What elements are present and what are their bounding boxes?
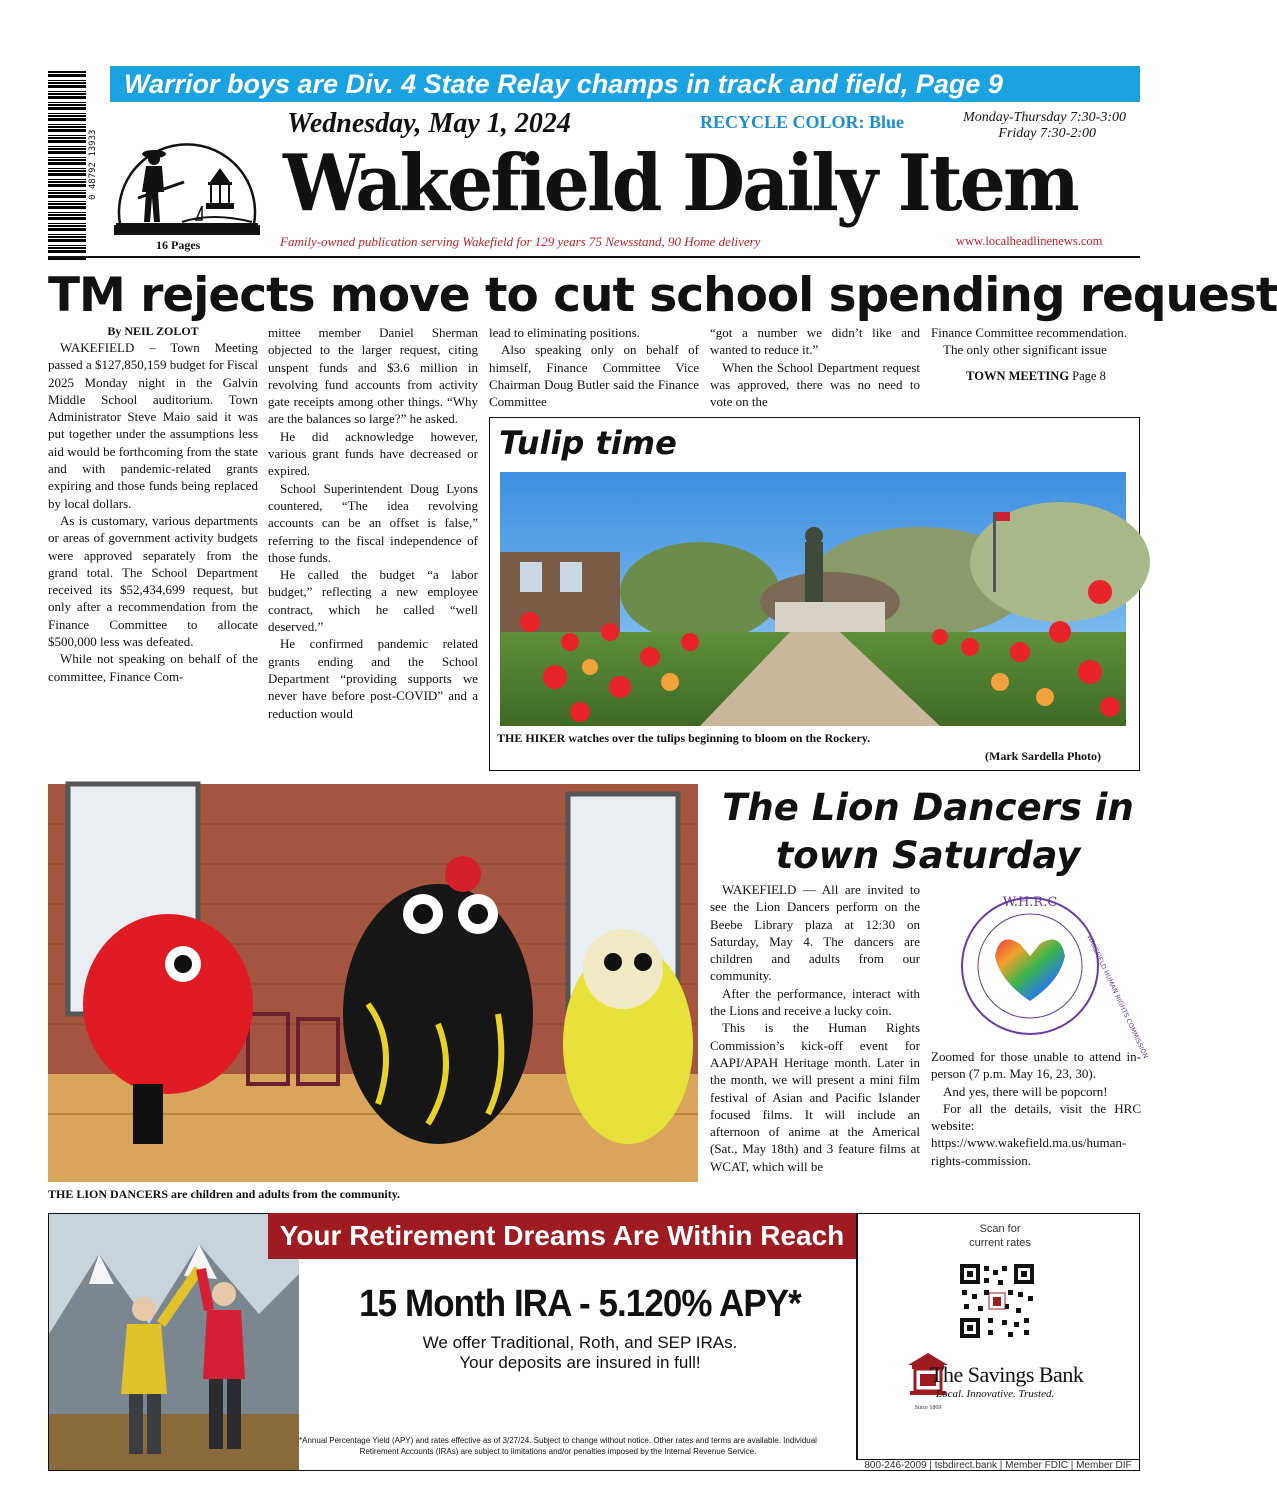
tagline: Family-owned publication serving Wakefield for 129 years 75 Newsstand, 90 Home delivery: [280, 234, 761, 249]
lion-column-2: [931, 1048, 1141, 1169]
whrc-logo-icon: [945, 886, 1150, 1060]
lead-column-3: [489, 324, 699, 410]
barcode-digits: 0 48792 13933: [88, 129, 98, 201]
ad-subtext-line-1: We offer Traditional, Roth, and SEP IRAs.: [422, 1333, 738, 1352]
page-count: 16 Pages: [156, 238, 201, 252]
paragraph: The only other significant issue: [943, 342, 1107, 358]
nameplate: Wakefield Daily Item: [283, 138, 1078, 229]
whrc-logo-title: W.H.R.C: [1002, 895, 1058, 910]
paragraph: School Superintendent Doug Lyons countered, “The idea revolving accounts can be an offset is false,” referring to the fiscal independence of those funds.: [268, 480, 478, 565]
paragraph: While not speaking on behalf of the committee, Finance Com-: [48, 651, 258, 684]
ad-banner: Your Retirement Dreams Are Within Reach: [268, 1213, 856, 1259]
jump-label: TOWN MEETING: [966, 368, 1070, 383]
ad-disclaimer-line-1: *Annual Percentage Yield (APY) and rates effective as of 3/27/24. Subject to change without notice. Other rates and terms are available. Individual: [299, 1436, 817, 1445]
paragraph: He called the budget “a labor budget,” reflecting a new employee contract, which he called “well deserved.”: [268, 567, 478, 635]
photo-credit: (Mark Sardella Photo): [985, 749, 1101, 763]
hikers-photo: [49, 1214, 299, 1470]
jump-page: Page 8: [1069, 368, 1106, 383]
lion-headline-line-1: The Lion Dancers in: [722, 786, 1134, 829]
lead-column-2: [268, 324, 478, 722]
hiker-logo-icon: [112, 112, 262, 240]
byline: By NEIL ZOLOT: [107, 324, 199, 338]
paragraph: Zoomed for those unable to attend in-person (7 p.m. May 16, 23, 30).: [931, 1049, 1141, 1082]
bank-contact[interactable]: 800-246-2009 | tsbdirect.bank | Member FDIC | Member DIF: [856, 1459, 1140, 1471]
paragraph: WAKEFIELD – Town Meeting passed a $127,850,159 budget for Fiscal 2025 Monday night in the Galvin Middle School auditorium. Town Administrator Steve Maio said it was put together under the assumptions less aid would be forthcoming from the state and with pandemic-related grants expiring and those funds being replaced by local dollars.: [48, 340, 258, 511]
scan-prompt: [930, 1222, 1070, 1250]
tulip-heading: Tulip time: [499, 424, 677, 462]
ad-subtext: [300, 1333, 860, 1373]
paragraph: WAKEFIELD — All are invited to see the Lion Dancers perform on the Beebe Library plaza at 12:30 on Saturday, May 4. The dancers are children and adults from our community.: [710, 882, 920, 984]
paragraph: After the performance, interact with the Lions and receive a lucky coin.: [710, 985, 920, 1019]
recycle-color: RECYCLE COLOR: Blue: [700, 112, 905, 132]
lead-column-5: [931, 324, 1141, 384]
lion-photo-caption: THE LION DANCERS are children and adults from the community.: [48, 1187, 401, 1201]
qr-code-icon[interactable]: [958, 1262, 1036, 1340]
lead-headline: TM rejects move to cut school spending request: [48, 268, 1277, 323]
lead-column-1: [48, 324, 258, 685]
lion-dancers-photo: [48, 784, 698, 1182]
ad-divider: [856, 1213, 858, 1459]
barcode: [48, 70, 86, 260]
lead-column-4: [710, 324, 920, 410]
paragraph: lead to eliminating positions.: [489, 325, 640, 340]
whrc-logo-ring-text: WAKEFIELD HUMAN RIGHTS COMMISSION: [1085, 933, 1150, 1060]
paragraph: For all the details, visit the HRC website: https://www.wakefield.ma.us/human-rights-commission.: [931, 1100, 1141, 1168]
scan-prompt-line-1: Scan for: [979, 1223, 1021, 1235]
paragraph: He confirmed pandemic related grants ending and the School Department “providing supports we never have before post-COVID” and a reduction would: [268, 636, 478, 721]
promo-banner[interactable]: Warrior boys are Div. 4 State Relay champs in track and field, Page 9: [110, 66, 1140, 102]
website-link[interactable]: www.localheadlinenews.com: [956, 234, 1103, 248]
scan-prompt-line-2: current rates: [969, 1237, 1031, 1249]
paragraph: mittee member Daniel Sherman objected to the larger request, citing unspent funds and $3.6 million in revolving fund accounts from activity gate receipts among other things. “Why are the balances so large?” he asked.: [268, 325, 478, 427]
paragraph: This is the Human Rights Commission’s kick-off event for AAPI/APAH Heritage month. Later in the month, we will present a mini film festival of Asian and Pacific Islander focused films. It will include an afternoon of anime at the Americal (Sat., May 18th) and 3 feature films at WCAT, which will be: [710, 1020, 920, 1174]
ad-subtext-line-2: Your deposits are insured in full!: [459, 1353, 701, 1372]
masthead-rule: [48, 256, 1140, 258]
ad-rate-headline: 15 Month IRA - 5.120% APY*: [359, 1283, 801, 1325]
ad-disclaimer-line-2: Retirement Accounts (IRAs) are subject to limitations and/or penalties imposed by the Internal Revenue Service.: [359, 1447, 757, 1456]
bank-tagline: Local. Innovative. Trusted.: [936, 1388, 1055, 1400]
tulip-photo: [500, 472, 1126, 726]
issue-date: Wednesday, May 1, 2024: [287, 108, 571, 139]
paragraph: As is customary, various departments or areas of government activity budgets were approved separately from the grand total. The School Department received its $52,434,699 request, but only after a recommendation from the Finance Committee to allocate $500,000 less was defeated.: [48, 512, 258, 650]
paragraph: When the School Department request was approved, there was no need to vote on the: [710, 359, 920, 410]
jump-line[interactable]: [931, 369, 1141, 384]
lion-headline-line-2: town Saturday: [775, 834, 1081, 877]
tulip-caption: THE HIKER watches over the tulips beginning to bloom on the Rockery.: [497, 731, 871, 745]
bank-since: Since 1869: [914, 1405, 942, 1411]
office-hours-friday: Friday 7:30-2:00: [998, 126, 1096, 141]
ad-disclaimer: [268, 1435, 848, 1457]
paragraph: He did acknowledge however, various grant funds have decreased or expired.: [268, 428, 478, 479]
paragraph: And yes, there will be popcorn!: [943, 1083, 1108, 1099]
lion-headline: [708, 784, 1148, 880]
lion-column-1: [710, 881, 920, 1175]
office-hours-weekday: Monday-Thursday 7:30-3:00: [963, 110, 1126, 125]
paragraph: Also speaking only on behalf of himself, Finance Committee Vice Chairman Doug Butler said the Finance Committee: [489, 342, 699, 410]
paragraph: Finance Committee recommendation.: [931, 325, 1128, 340]
paragraph: “got a number we didn’t like and wanted to reduce it.”: [710, 325, 920, 358]
bank-name: The Savings Bank: [930, 1362, 1084, 1387]
